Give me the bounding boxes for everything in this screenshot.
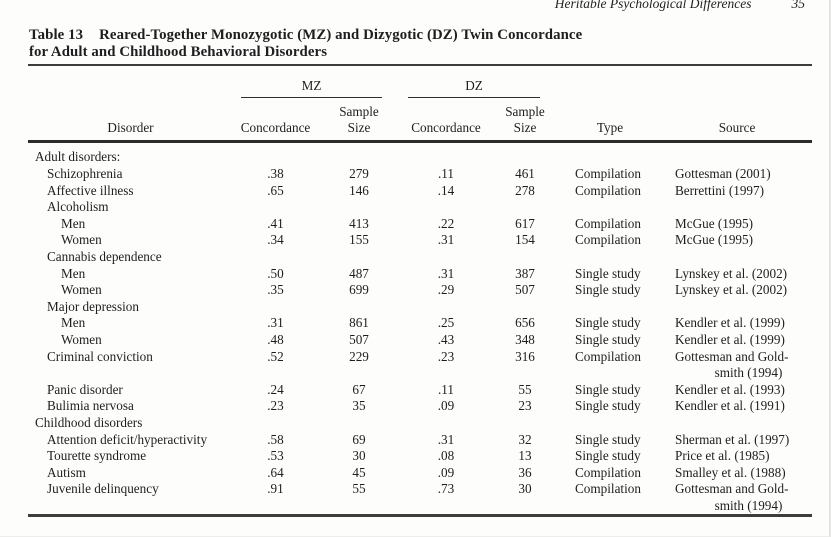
table-row: [28, 481, 812, 516]
mz-concordance-cell: .53: [267, 448, 284, 464]
source-cell: Kendler et al. (1991): [675, 398, 785, 414]
dz-sample-size-cell: 387: [515, 265, 535, 281]
disorder-cell: Bulimia nervosa: [47, 398, 134, 414]
mz-sample-size-cell: 45: [352, 464, 366, 480]
running-head-title: Heritable Psychological Differences: [554, 0, 752, 11]
source-cell: Smalley et al. (1988): [675, 464, 786, 480]
dz-sample-size-cell: [492, 299, 558, 316]
table-row: [28, 299, 812, 316]
mz-concordance-cell: [233, 415, 318, 432]
mz-sample-size-cell: [318, 249, 400, 266]
table-header: [28, 65, 812, 142]
group-header-row: [28, 65, 812, 98]
dz-concordance-cell: [400, 415, 492, 432]
dz-concordance-cell: .09: [437, 398, 455, 414]
mz-concordance-cell: [233, 199, 318, 216]
disorder-cell: Men: [61, 215, 86, 231]
mz-concordance-cell: .65: [267, 182, 284, 198]
dz-concordance-cell: .11: [438, 381, 454, 397]
mz-sample-size-cell: 507: [349, 331, 369, 347]
mz-concordance-cell: .52: [267, 348, 284, 364]
source-cell: Gottesman and Gold- smith (1994): [675, 348, 789, 381]
mz-sample-size-cell: 55: [352, 481, 366, 497]
dz-concordance-cell: [400, 142, 492, 166]
concordance-table: [28, 64, 812, 518]
mz-concordance-cell: [233, 249, 318, 266]
table-title-text: Reared-Together Monozygotic (MZ) and Dizygotic (DZ) Twin Concordance: [99, 27, 583, 43]
dz-concordance-cell: .08: [437, 448, 455, 464]
table-row: [28, 232, 812, 249]
table-row: [28, 448, 812, 465]
disorder-column-header: Disorder: [28, 98, 233, 142]
disorder-cell: Schizophrenia: [47, 166, 123, 181]
dz-concordance-cell: .23: [437, 348, 455, 364]
source-cell: Kendler et al. (1993): [675, 381, 785, 397]
dz-concordance-cell: .31: [437, 431, 455, 447]
type-cell: [558, 299, 662, 316]
mz-sample-size-cell: 67: [352, 381, 366, 397]
table-row: [28, 415, 812, 432]
disorder-cell: Women: [61, 282, 102, 298]
source-cell: Price et al. (1985): [675, 448, 770, 464]
disorder-cell: Juvenile delinquency: [47, 481, 159, 497]
dz-sample-size-cell: 36: [518, 464, 532, 480]
mz-concordance-cell: .91: [267, 481, 284, 497]
dz-group-label: DZ: [465, 77, 483, 93]
type-cell: Single study: [575, 381, 641, 397]
type-cell: Compilation: [575, 481, 641, 497]
dz-group-header: [400, 65, 558, 98]
type-cell: Single study: [575, 282, 641, 298]
source-cell: [662, 415, 812, 432]
mz-sample-size-cell: [318, 299, 400, 316]
table-title-line2: for Adult and Childhood Behavioral Disorders: [29, 43, 328, 60]
mz-sample-size-cell: 155: [349, 232, 369, 248]
table-row: [28, 349, 812, 382]
source-cell: Gottesman (2001): [675, 166, 771, 181]
dz-sample-size-cell: [492, 199, 558, 216]
mz-sample-size-cell: 861: [349, 315, 369, 331]
type-cell: Single study: [575, 431, 641, 447]
source-cell: McGue (1995): [675, 215, 754, 231]
disorder-cell: Autism: [47, 464, 86, 480]
mz-sample-size-cell: 279: [349, 166, 369, 181]
disorder-cell: Tourette syndrome: [47, 448, 147, 464]
dz-concordance-cell: .25: [437, 315, 455, 331]
mz-concordance-cell: .38: [267, 166, 284, 181]
mz-concordance-cell: .23: [267, 398, 284, 414]
dz-concordance-cell: [400, 299, 492, 316]
dz-sample-size-column-header: Sample Size: [492, 98, 558, 142]
mz-concordance-cell: .64: [267, 464, 284, 480]
dz-concordance-cell: .73: [437, 481, 455, 497]
dz-concordance-cell: .09: [437, 464, 455, 480]
source-cell: Lynskey et al. (2002): [675, 282, 788, 298]
dz-concordance-cell: .22: [437, 215, 455, 231]
table-row: [28, 432, 812, 449]
source-cell: Berrettini (1997): [675, 182, 764, 198]
source-cell: Kendler et al. (1999): [675, 315, 785, 331]
mz-concordance-cell: .58: [267, 431, 284, 447]
type-column-header: Type: [558, 98, 662, 142]
source-cell: Lynskey et al. (2002): [675, 265, 788, 281]
dz-sample-size-cell: 154: [515, 232, 535, 248]
source-cell: [662, 199, 812, 216]
mz-concordance-cell: .48: [267, 331, 284, 347]
dz-sample-size-cell: 55: [518, 381, 532, 397]
page-number: 35: [791, 0, 805, 11]
mz-sample-size-cell: [318, 415, 400, 432]
dz-concordance-cell: [400, 249, 492, 266]
dz-sample-size-cell: [492, 142, 558, 166]
table-row: [28, 382, 812, 399]
mz-concordance-cell: .41: [267, 215, 284, 231]
dz-sample-size-cell: 617: [515, 215, 535, 231]
table-row: [28, 216, 812, 233]
type-cell: [558, 415, 662, 432]
disorder-cell: Adult disorders:: [35, 149, 121, 165]
mz-sample-size-column-header: Sample Size: [318, 98, 400, 142]
table-row: [28, 249, 812, 266]
table-title-line1: [29, 27, 809, 44]
type-cell: Compilation: [575, 182, 641, 198]
empty-header: [558, 65, 662, 98]
disorder-cell: Criminal conviction: [47, 348, 153, 364]
source-cell: Kendler et al. (1999): [675, 331, 785, 347]
disorder-cell: Major depression: [47, 298, 139, 314]
type-cell: [558, 142, 662, 166]
disorder-cell: Childhood disorders: [35, 414, 143, 430]
type-cell: Single study: [575, 315, 641, 331]
type-cell: Compilation: [575, 348, 641, 364]
mz-sample-size-cell: 146: [349, 182, 369, 198]
mz-concordance-cell: [233, 142, 318, 166]
mz-group-header: [233, 65, 400, 98]
dz-concordance-cell: .31: [437, 232, 455, 248]
dz-sample-size-cell: 507: [515, 282, 535, 298]
table-row: [28, 166, 812, 183]
dz-sample-size-cell: 348: [515, 331, 535, 347]
table-row: [28, 142, 812, 166]
dz-sample-size-cell: [492, 415, 558, 432]
disorder-cell: Men: [61, 265, 86, 281]
mz-sample-size-cell: 487: [349, 265, 369, 281]
type-cell: Single study: [575, 448, 641, 464]
dz-concordance-cell: .11: [438, 166, 454, 181]
disorder-cell: Alcoholism: [47, 199, 109, 215]
mz-sample-size-cell: [318, 199, 400, 216]
source-cell: Sherman et al. (1997): [675, 431, 790, 447]
mz-sample-size-cell: 699: [349, 282, 369, 298]
table-row: [28, 266, 812, 283]
mz-sample-size-cell: 35: [352, 398, 366, 414]
dz-concordance-cell: [400, 199, 492, 216]
type-cell: Single study: [575, 331, 641, 347]
table-row: [28, 398, 812, 415]
mz-group-label: MZ: [301, 77, 322, 93]
dz-sample-size-cell: 13: [518, 448, 532, 464]
type-cell: Compilation: [575, 464, 641, 480]
type-cell: Single study: [575, 265, 641, 281]
column-header-row: [28, 98, 812, 142]
mz-sample-size-cell: 413: [349, 215, 369, 231]
table-row: [28, 315, 812, 332]
dz-sample-size-cell: 23: [518, 398, 532, 414]
table-row: [28, 332, 812, 349]
disorder-cell: Attention deficit/hyperactivity: [47, 431, 208, 447]
dz-concordance-cell: .14: [437, 182, 455, 198]
disorder-cell: Panic disorder: [47, 381, 123, 397]
type-cell: Compilation: [575, 166, 641, 181]
mz-sample-size-cell: 30: [352, 448, 366, 464]
dz-concordance-cell: .43: [437, 331, 455, 347]
dz-concordance-column-header: Concordance: [400, 98, 492, 142]
type-cell: [558, 199, 662, 216]
table-row: [28, 465, 812, 482]
empty-header: [28, 65, 233, 98]
table-label: Table 13: [29, 27, 84, 43]
source-cell: Gottesman and Gold- smith (1994): [675, 481, 789, 513]
table-body: [28, 142, 812, 516]
dz-sample-size-cell: 30: [518, 481, 532, 497]
running-head: [555, 0, 805, 12]
mz-concordance-cell: .35: [267, 282, 284, 298]
disorder-cell: Affective illness: [47, 182, 134, 198]
source-cell: McGue (1995): [675, 232, 754, 248]
dz-concordance-cell: .29: [437, 282, 455, 298]
table-row: [28, 183, 812, 200]
disorder-cell: Men: [61, 315, 86, 331]
type-cell: Compilation: [575, 232, 641, 248]
source-column-header: Source: [662, 98, 812, 142]
disorder-cell: Women: [61, 232, 102, 248]
mz-sample-size-cell: [318, 142, 400, 166]
disorder-cell: Women: [61, 331, 102, 347]
empty-header: [662, 65, 812, 98]
type-cell: Compilation: [575, 215, 641, 231]
mz-concordance-cell: .31: [267, 315, 284, 331]
dz-sample-size-cell: 656: [515, 315, 535, 331]
mz-concordance-cell: .50: [267, 265, 284, 281]
source-cell: [662, 249, 812, 266]
mz-sample-size-cell: 69: [352, 431, 366, 447]
mz-concordance-cell: .34: [267, 232, 284, 248]
dz-sample-size-cell: 278: [515, 182, 535, 198]
mz-concordance-cell: .24: [267, 381, 284, 397]
mz-sample-size-cell: 229: [349, 348, 369, 364]
dz-sample-size-cell: 316: [515, 348, 535, 364]
table-row: [28, 282, 812, 299]
dz-sample-size-cell: 32: [518, 431, 532, 447]
dz-sample-size-cell: 461: [515, 166, 535, 181]
type-cell: Single study: [575, 398, 641, 414]
dz-concordance-cell: .31: [437, 265, 455, 281]
dz-sample-size-cell: [492, 249, 558, 266]
source-cell: [662, 142, 812, 166]
source-cell: [662, 299, 812, 316]
mz-concordance-cell: [233, 299, 318, 316]
table-row: [28, 199, 812, 216]
mz-concordance-column-header: Concordance: [233, 98, 318, 142]
disorder-cell: Cannabis dependence: [47, 248, 162, 264]
type-cell: [558, 249, 662, 266]
